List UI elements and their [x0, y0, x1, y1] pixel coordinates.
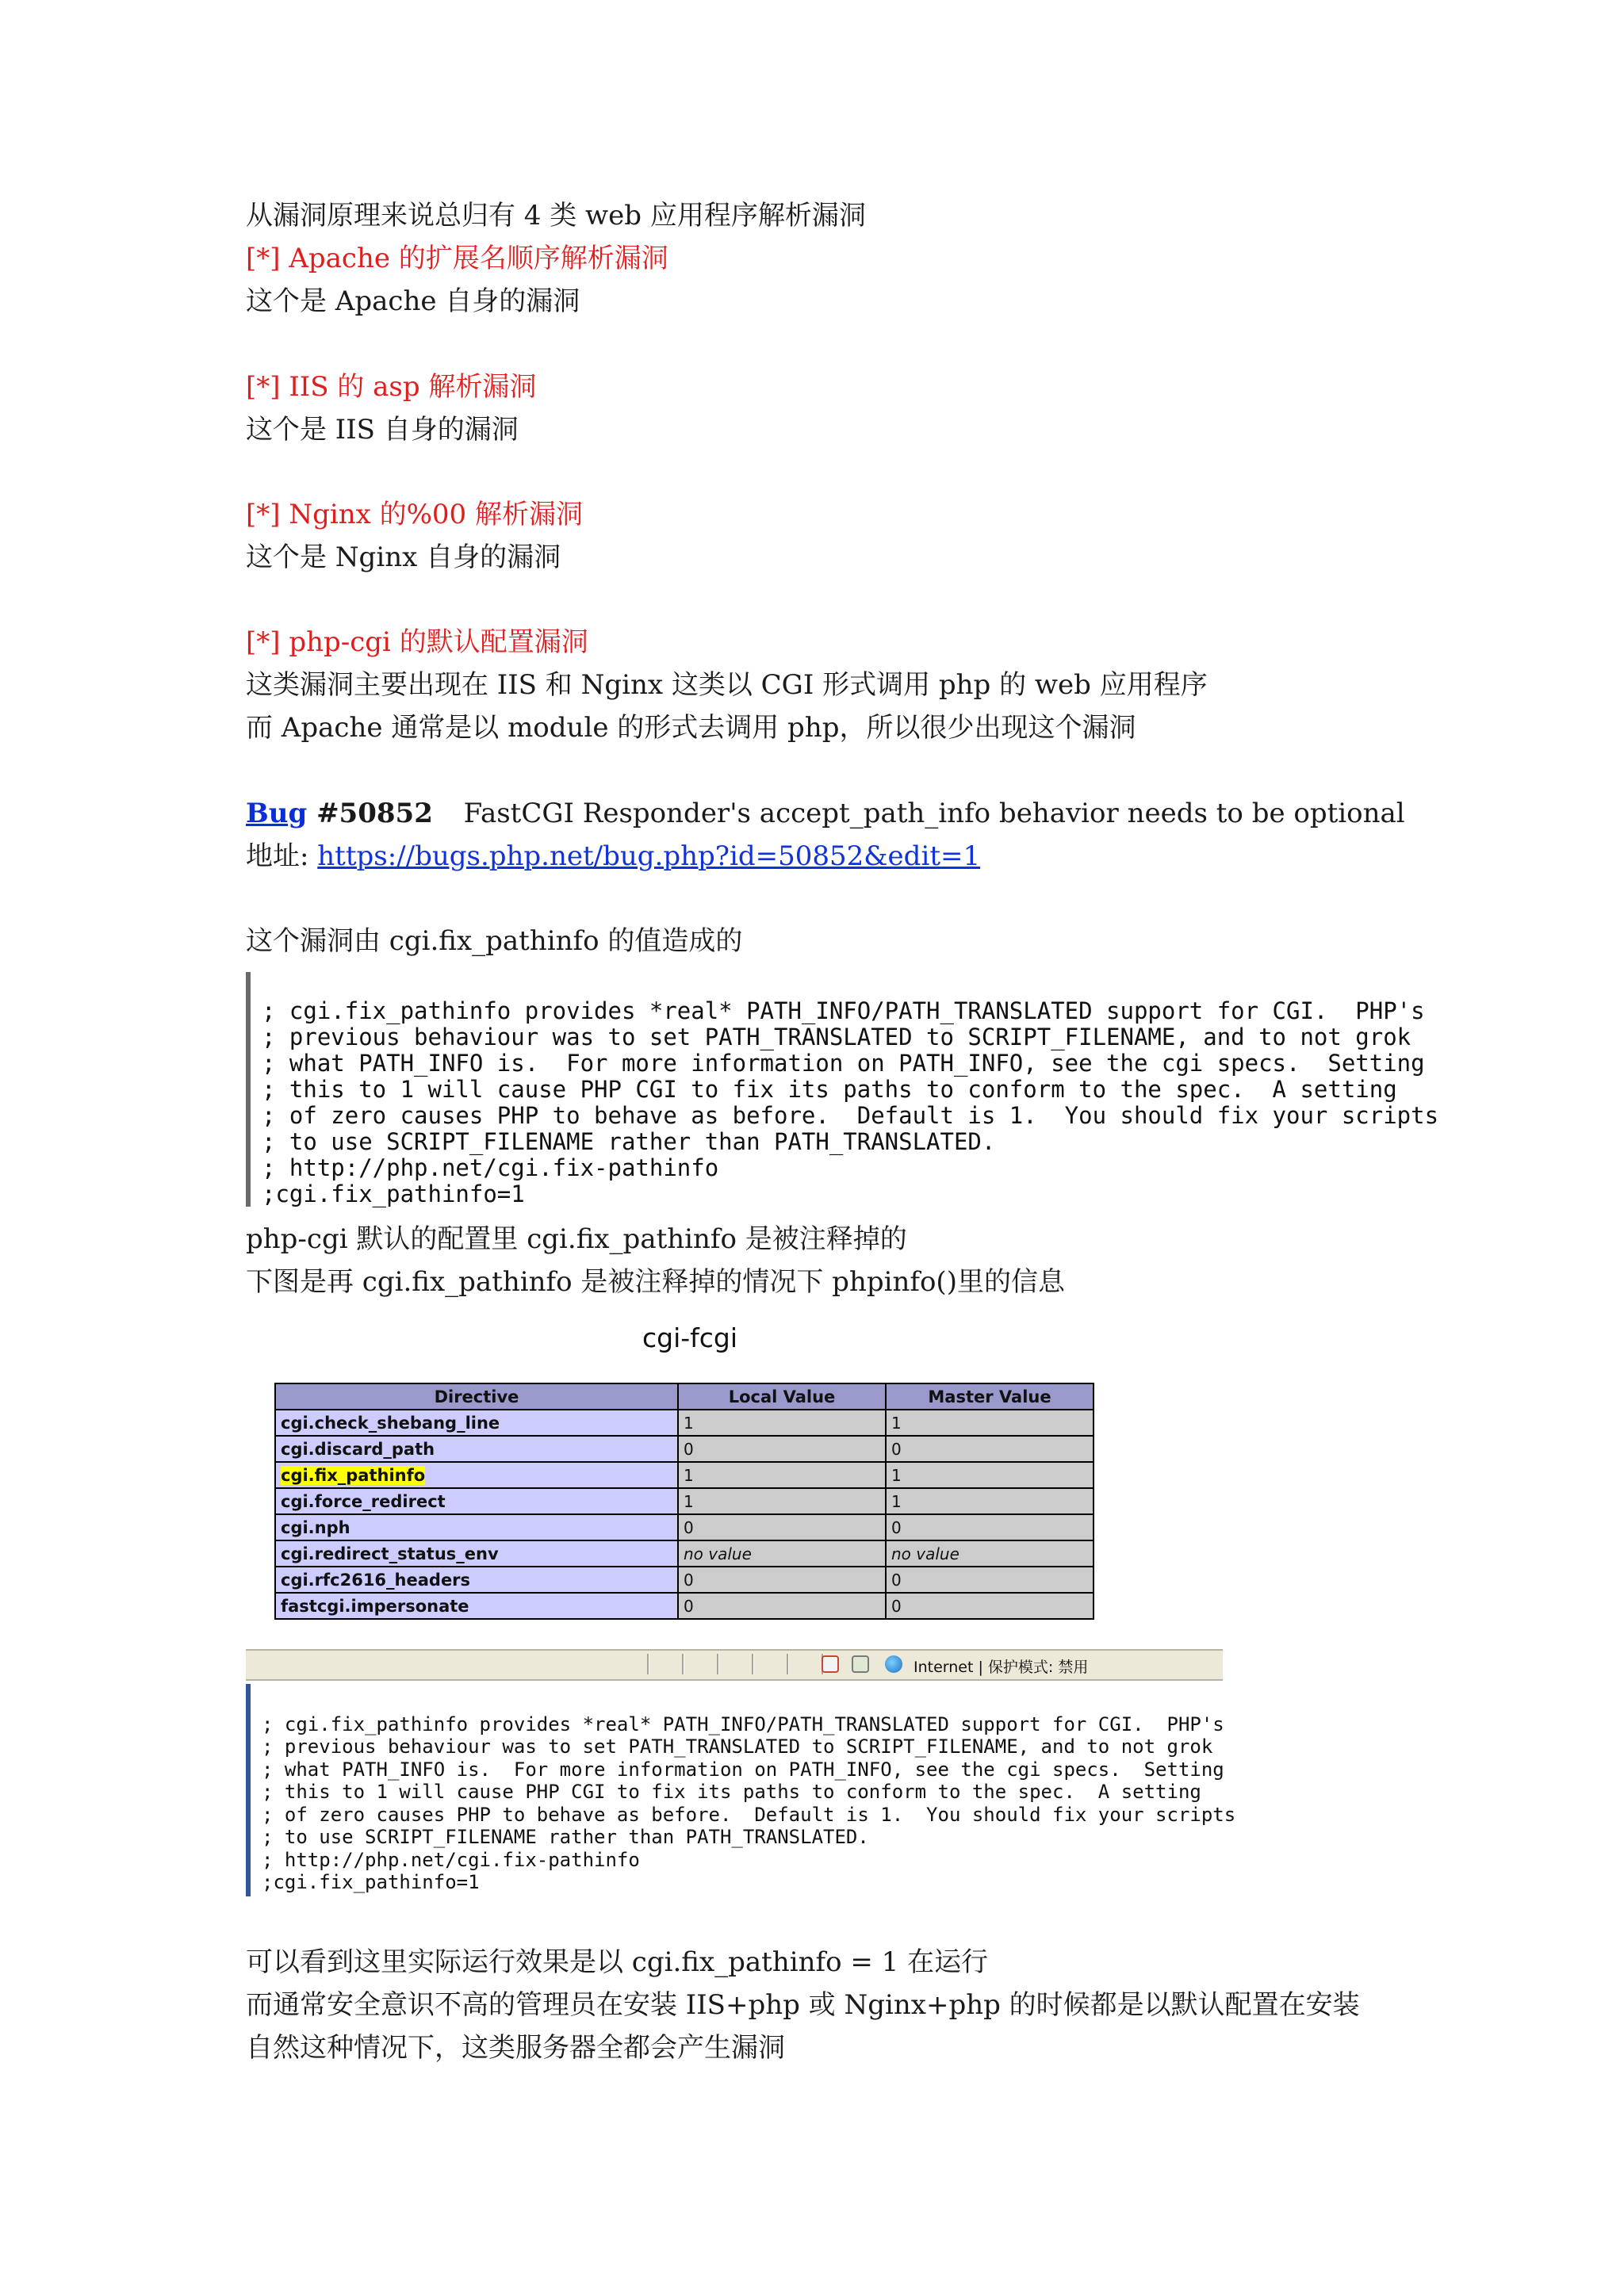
- code-line: ; of zero causes PHP to behave as before. Default is 1. You should fix your scripts: [262, 1102, 1439, 1129]
- header-local-value: Local Value: [678, 1383, 886, 1410]
- header-directive: Directive: [275, 1383, 678, 1410]
- table-row: [275, 1436, 1094, 1462]
- phpinfo-table: [274, 1383, 1094, 1620]
- status-segment: [682, 1654, 684, 1674]
- table-row: [275, 1410, 1094, 1436]
- code-line: ; this to 1 will cause PHP CGI to fix its paths to conform to the spec. A setting: [262, 1076, 1397, 1103]
- address-label: 地址:: [246, 840, 318, 872]
- local-value-cell: no value: [678, 1540, 886, 1567]
- table-row: [275, 1488, 1094, 1514]
- master-value-cell: no value: [886, 1540, 1094, 1567]
- local-value-cell: 0: [678, 1567, 886, 1593]
- intro-line: 从漏洞原理来说总归有 4 类 web 应用程序解析漏洞: [246, 200, 866, 232]
- code-line: ; to use SCRIPT_FILENAME rather than PATH_TRANSLATED.: [262, 1826, 869, 1848]
- phpinfo-intro-line: 下图是再 cgi.fix_pathinfo 是被注释掉的情况下 phpinfo()里的信息: [246, 1266, 1065, 1298]
- default-config-line: php-cgi 默认的配置里 cgi.fix_pathinfo 是被注释掉的: [246, 1223, 907, 1255]
- code-line: ; what PATH_INFO is. For more information on PATH_INFO, see the cgi specs. Setting: [262, 1758, 1224, 1781]
- directive-cell: cgi.force_redirect: [275, 1488, 678, 1514]
- code-line: ; to use SCRIPT_FILENAME rather than PATH_TRANSLATED.: [262, 1128, 996, 1155]
- status-segment: [717, 1654, 719, 1674]
- code-line: ; cgi.fix_pathinfo provides *real* PATH_INFO/PATH_TRANSLATED support for CGI. PHP's: [262, 997, 1425, 1024]
- highlighted-directive: cgi.fix_pathinfo: [281, 1465, 426, 1485]
- master-value-cell: 0: [886, 1436, 1094, 1462]
- heading-iis: [*] IIS 的 asp 解析漏洞: [246, 371, 537, 403]
- directive-cell: fastcgi.impersonate: [275, 1593, 678, 1619]
- nginx-desc: 这个是 Nginx 自身的漏洞: [246, 541, 561, 573]
- status-segment: [787, 1654, 789, 1674]
- php-cgi-desc-1: 这类漏洞主要出现在 IIS 和 Nginx 这类以 CGI 形式调用 php 的 web 应用程序: [246, 669, 1208, 701]
- heading-nginx: [*] Nginx 的%00 解析漏洞: [246, 499, 583, 530]
- code-line: ; cgi.fix_pathinfo provides *real* PATH_INFO/PATH_TRANSLATED support for CGI. PHP's: [262, 1712, 1224, 1735]
- directive-cell: cgi.discard_path: [275, 1436, 678, 1462]
- directive-cell: cgi.nph: [275, 1514, 678, 1540]
- master-value-cell: 0: [886, 1593, 1094, 1619]
- table-row: [275, 1540, 1094, 1567]
- heading-php-cgi: [*] php-cgi 的默认配置漏洞: [246, 626, 588, 658]
- iis-desc: 这个是 IIS 自身的漏洞: [246, 414, 519, 446]
- conclusion-line-2: 而通常安全意识不高的管理员在安装 IIS+php 或 Nginx+php 的时候都是以默认配置在安装: [246, 1989, 1360, 2021]
- local-value-cell: 1: [678, 1410, 886, 1436]
- status-segment: [752, 1654, 754, 1674]
- table-header-row: [275, 1383, 1094, 1410]
- local-value-cell: 0: [678, 1514, 886, 1540]
- code-line: ; this to 1 will cause PHP CGI to fix its paths to conform to the spec. A setting: [262, 1781, 1201, 1803]
- directive-cell: cgi.redirect_status_env: [275, 1540, 678, 1567]
- code-line: ; http://php.net/cgi.fix-pathinfo: [262, 1154, 719, 1181]
- directive-cell: cgi.rfc2616_headers: [275, 1567, 678, 1593]
- config-code-block-2: [246, 1684, 1237, 1896]
- local-value-cell: 1: [678, 1488, 886, 1514]
- internet-zone-icon[interactable]: [885, 1655, 902, 1673]
- local-value-cell: 1: [678, 1462, 886, 1488]
- table-row: [275, 1567, 1094, 1593]
- cause-line: 这个漏洞由 cgi.fix_pathinfo 的值造成的: [246, 925, 743, 957]
- code-line: ; previous behaviour was to set PATH_TRANSLATED to SCRIPT_FILENAME, and to not grok: [262, 1735, 1213, 1758]
- table-row: [275, 1514, 1094, 1540]
- master-value-cell: 0: [886, 1514, 1094, 1540]
- conclusion-line-1: 可以看到这里实际运行效果是以 cgi.fix_pathinfo = 1 在运行: [246, 1946, 989, 1978]
- code-line: ; previous behaviour was to set PATH_TRANSLATED to SCRIPT_FILENAME, and to not grok: [262, 1024, 1411, 1050]
- popup-blocked-icon[interactable]: [822, 1655, 839, 1673]
- apache-desc: 这个是 Apache 自身的漏洞: [246, 285, 580, 317]
- code-line: ; of zero causes PHP to behave as before. Default is 1. You should fix your scripts: [262, 1803, 1236, 1826]
- master-value-cell: 1: [886, 1462, 1094, 1488]
- directive-cell: cgi.check_shebang_line: [275, 1410, 678, 1436]
- header-master-value: Master Value: [886, 1383, 1094, 1410]
- address-line: [246, 839, 980, 874]
- status-segment: [647, 1654, 649, 1674]
- bug-line: [246, 796, 1405, 831]
- code-line: ; what PATH_INFO is. For more information on PATH_INFO, see the cgi specs. Setting: [262, 1050, 1425, 1077]
- code-line: ; http://php.net/cgi.fix-pathinfo: [262, 1848, 640, 1871]
- php-cgi-desc-2: 而 Apache 通常是以 module 的形式去调用 php，所以很少出现这个漏洞: [246, 712, 1136, 744]
- addon-status-icon[interactable]: [852, 1655, 869, 1673]
- bug-link[interactable]: Bug: [246, 798, 308, 829]
- master-value-cell: 0: [886, 1567, 1094, 1593]
- heading-apache: [*] Apache 的扩展名顺序解析漏洞: [246, 243, 668, 274]
- table-row: [275, 1593, 1094, 1619]
- conclusion-line-3: 自然这种情况下，这类服务器全都会产生漏洞: [246, 2032, 785, 2064]
- config-code-block: [246, 972, 1439, 1207]
- directive-cell-highlighted: [275, 1462, 678, 1488]
- local-value-cell: 0: [678, 1436, 886, 1462]
- master-value-cell: 1: [886, 1488, 1094, 1514]
- bug-title: FastCGI Responder's accept_path_info behavior needs to be optional: [463, 798, 1405, 829]
- local-value-cell: 0: [678, 1593, 886, 1619]
- code-line: ;cgi.fix_pathinfo=1: [262, 1871, 480, 1893]
- browser-status-bar: [246, 1649, 1223, 1681]
- bug-url-link[interactable]: https://bugs.php.net/bug.php?id=50852&edit=1: [317, 840, 981, 872]
- master-value-cell: 1: [886, 1410, 1094, 1436]
- bug-number: #50852: [307, 798, 433, 829]
- table-row: [275, 1462, 1094, 1488]
- security-zone-text[interactable]: Internet | 保护模式: 禁用: [914, 1659, 1089, 1676]
- phpinfo-caption: cgi-fcgi: [642, 1322, 738, 1353]
- code-line: ;cgi.fix_pathinfo=1: [262, 1181, 525, 1207]
